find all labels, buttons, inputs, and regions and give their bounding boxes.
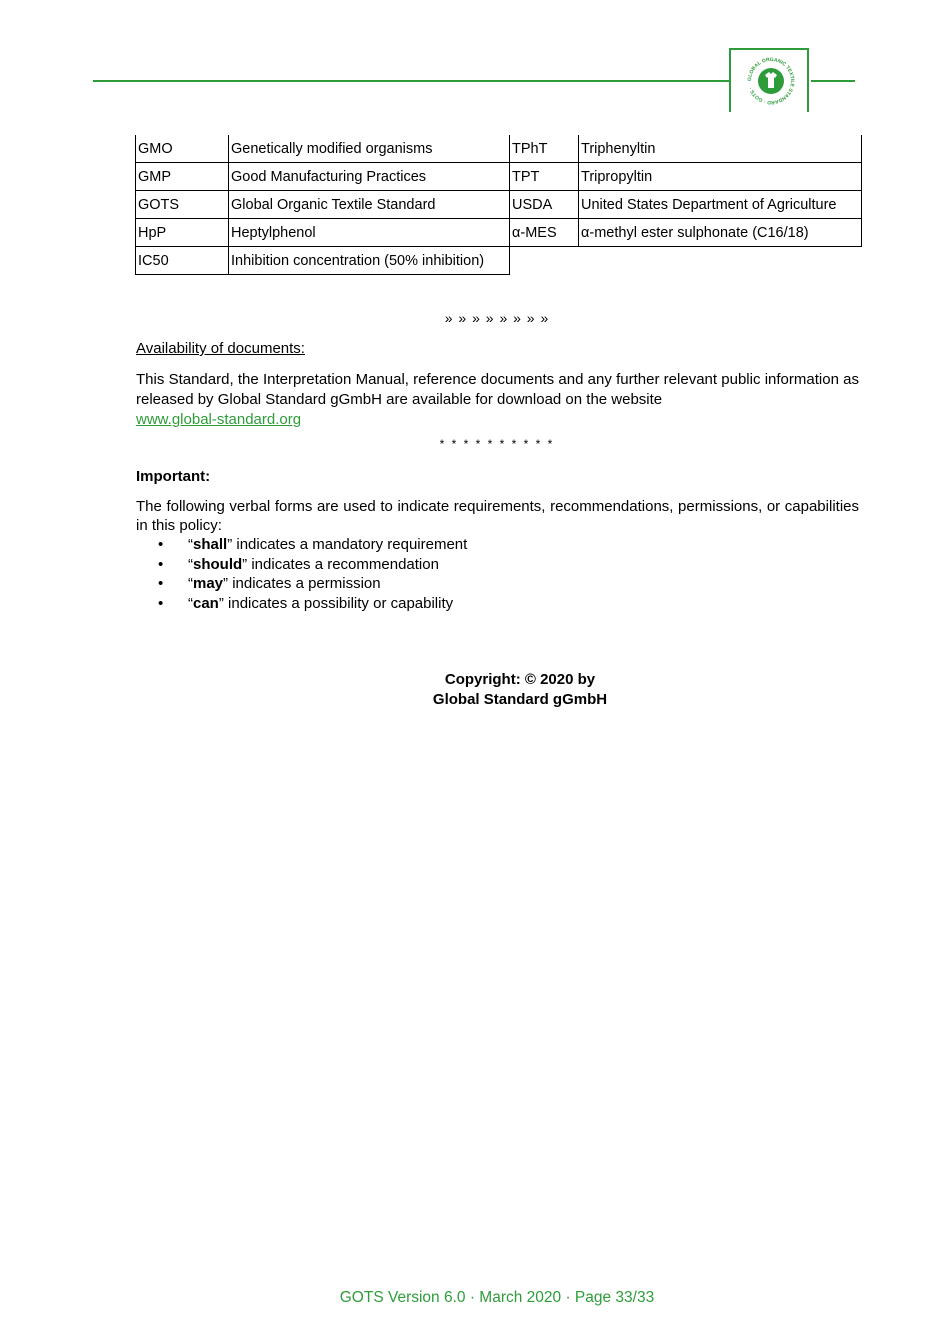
list-item: • “may” indicates a permission <box>136 574 467 594</box>
important-heading: Important: <box>136 468 211 485</box>
term: shall <box>193 536 228 553</box>
table-cell: Triphenyltin <box>579 135 862 163</box>
list-item: • “shall” indicates a mandatory requirement <box>136 535 467 555</box>
table-row <box>136 191 862 219</box>
term-description: indicates a permission <box>228 575 381 592</box>
page-footer: GOTS Version 6.0 · March 2020 · Page 33/33 <box>339 1289 655 1306</box>
copyright-notice <box>380 670 660 710</box>
list-item: • “can” indicates a possibility or capability <box>136 594 467 614</box>
header-rule-left <box>93 80 730 82</box>
header-rule-right <box>811 80 855 82</box>
term-description: indicates a possibility or capability <box>223 594 454 612</box>
availability-paragraph <box>136 370 859 430</box>
table-cell: GOTS <box>136 191 229 219</box>
table-cell: TPhT <box>510 135 579 163</box>
table-row <box>136 135 862 163</box>
table-cell: α-methyl ester sulphonate (C16/18) <box>579 219 862 247</box>
term: should <box>193 555 243 573</box>
table-cell: Heptylphenol <box>229 219 510 247</box>
gots-logo-icon <box>744 54 798 108</box>
table-cell: HpP <box>136 219 229 247</box>
table-cell: Genetically modified organisms <box>229 135 510 163</box>
verbal-forms-list <box>136 535 467 613</box>
table-row <box>136 163 862 191</box>
copyright-line-2: Global Standard gGmbH <box>432 691 608 708</box>
table-cell-empty <box>510 247 862 275</box>
table-row <box>136 247 862 275</box>
table-cell: Good Manufacturing Practices <box>229 163 510 191</box>
table-cell: USDA <box>510 191 579 219</box>
table-cell: IC50 <box>136 247 229 275</box>
table-cell: United States Department of Agriculture <box>579 191 862 219</box>
logo-ring-text: GLOBAL ORGANIC TEXTILE STANDARD · GOTS · <box>746 56 796 106</box>
table-cell: Inhibition concentration (50% inhibition) <box>229 247 510 275</box>
term: may <box>193 575 224 592</box>
important-intro: The following verbal forms are used to indicate requirements, recommendations, permissions, or capabilities in this policy: <box>136 498 859 534</box>
copyright-line-1: Copyright: © 2020 by <box>444 671 596 688</box>
term: can <box>193 594 219 612</box>
section-separator: » » » » » » » » <box>444 310 550 326</box>
gots-logo <box>729 48 809 112</box>
abbreviations-table <box>135 135 862 275</box>
website-link[interactable]: www.global-standard.org <box>136 411 302 428</box>
term-description: indicates a recommendation <box>247 555 439 573</box>
list-item: • “should” indicates a recommendation <box>136 555 467 575</box>
asterisk-separator: * * * * * * * * * * <box>439 437 555 451</box>
table-cell: GMO <box>136 135 229 163</box>
availability-text: This Standard, the Interpretation Manual, reference documents and any further relevant public information as released by Global Standard gGmbH are available for download on the website <box>136 371 859 408</box>
table-cell: Global Organic Textile Standard <box>229 191 510 219</box>
table-cell: GMP <box>136 163 229 191</box>
term-description: indicates a mandatory requirement <box>232 536 468 553</box>
availability-heading: Availability of documents: <box>136 340 305 357</box>
table-row <box>136 219 862 247</box>
table-cell: α-MES <box>510 219 579 247</box>
table-cell: TPT <box>510 163 579 191</box>
table-cell: Tripropyltin <box>579 163 862 191</box>
